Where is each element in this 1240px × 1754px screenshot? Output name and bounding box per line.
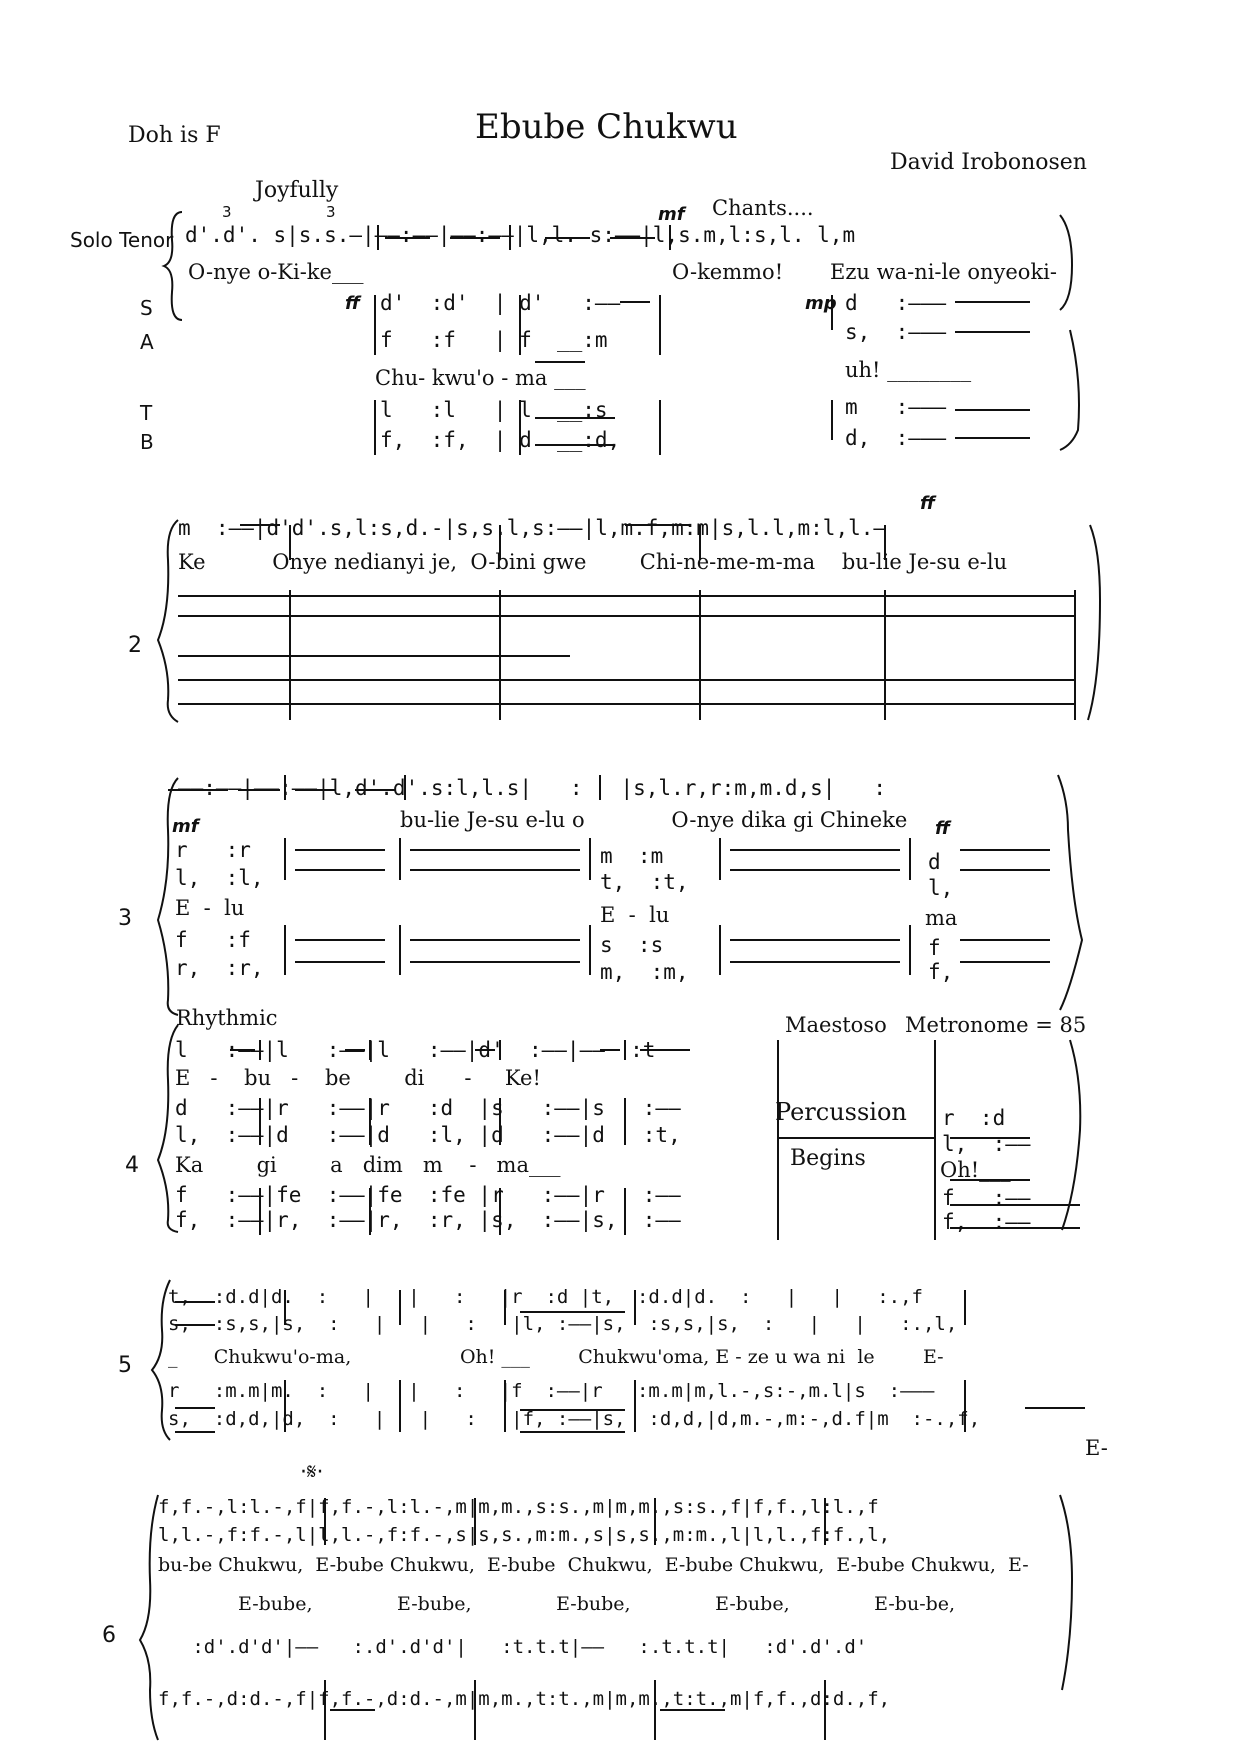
tenor-notes: s :s bbox=[600, 933, 664, 957]
alto-notes: l,l.-,f:f.-,l|l,l.-,f:f.-,s|s,s.,m:m.,s|s,s.,m:m.,l|l,l.,f:f.,l, bbox=[158, 1524, 891, 1546]
bass-notes: f,f.-,d:d.-,f|f,f.-,d:d.-,m|m,m.,t:t.,m|m,m.,t:t.,m|f,f.,d:d.,f, bbox=[158, 1688, 891, 1710]
rhythmic-marking: Rhythmic bbox=[176, 1006, 278, 1030]
bass-notes: s, :d,d,|d, : | | : |f, :——|s, :d,d,|d,m.-,m:-,d.f|m :-.,f, bbox=[168, 1408, 981, 1430]
solo-lyrics: O-nye o-Ki-ke___ bbox=[188, 260, 364, 284]
alto-notes: l, bbox=[928, 876, 954, 900]
tenor-notes: r :m.m|m. : | | : |f :——|r :m.m|m,l.-,s:-,m.l|s :——— bbox=[168, 1380, 935, 1402]
triplet-mark: 3 bbox=[222, 203, 232, 221]
solo-notes: m :——|d'd'.s,l:s,d.-|s,s.l,s:——|l,m.f,m:m|s,l.l,m:l,l.— bbox=[178, 516, 887, 540]
alto-notes: s, :s,s,|s, : | | : |l, :——|s, :s,s,|s, : | | :.,l, bbox=[168, 1313, 958, 1335]
part-label-solo-tenor: Solo Tenor bbox=[70, 228, 174, 252]
choir-lyrics: E - bu - be di - Ke! bbox=[175, 1066, 541, 1090]
tempo-marking: Joyfully bbox=[255, 178, 339, 203]
dynamic-mf: mf bbox=[658, 204, 685, 225]
key-signature: Doh is F bbox=[128, 123, 221, 148]
system-number: 4 bbox=[125, 1153, 139, 1178]
maestoso-marking: Maestoso bbox=[785, 1013, 887, 1037]
tenor-notes: f bbox=[928, 936, 941, 960]
percussion-label: Percussion bbox=[775, 1098, 907, 1126]
bass-notes: d, :——— bbox=[845, 426, 947, 450]
tenor-notes: :d'.d'd'|—— :.d'.d'd'| :t.t.t|—— :.t.t.t| :d'.d'.d' bbox=[158, 1636, 868, 1658]
bass-notes: m, :m, bbox=[600, 960, 689, 984]
solo-notes: ——:——|——:——|l,d'.d'.s:l,l.s| : |s,l.r,r:m,m.d,s| : bbox=[178, 776, 887, 800]
choir-lyrics: E - lu bbox=[600, 903, 670, 927]
tenor-notes: l :l | l __:s bbox=[380, 398, 608, 422]
part-label-alto: A bbox=[140, 330, 154, 354]
soprano-notes: f,f.-,l:l.-,f|f,f.-,l:l.-,m|m,m.,s:s.,m|m,m.,s:s.,f|f,f.,l:l.,f bbox=[158, 1496, 879, 1518]
alto-notes: l, :—— bbox=[942, 1132, 1031, 1156]
chants-marking: Chants.... bbox=[712, 196, 814, 220]
triplet-mark: 3 bbox=[326, 203, 336, 221]
bass-notes: f, :—— bbox=[942, 1210, 1031, 1234]
choir-lyrics: Oh!___ bbox=[940, 1158, 1011, 1182]
dynamic-mf: mf bbox=[172, 816, 199, 837]
bass-notes: f, :f, | d __:d, bbox=[380, 428, 621, 452]
part-label-tenor: T bbox=[140, 401, 153, 425]
solo-lyrics: Ezu wa-ni-le onyeoki- bbox=[830, 260, 1057, 284]
choir-lyrics: uh! ________ bbox=[845, 358, 972, 382]
bass-notes: f, bbox=[928, 960, 954, 984]
soprano-notes: r :r bbox=[175, 838, 251, 862]
soprano-notes: l :——|l :——|l :——|d' :——|—— :t bbox=[175, 1038, 656, 1062]
system-number: 5 bbox=[118, 1353, 132, 1378]
alto-notes: l, :l, bbox=[175, 866, 264, 890]
alto-notes: d :——|r :——|r :d |s :——|s :—— bbox=[175, 1096, 681, 1120]
soprano-notes: d bbox=[928, 850, 941, 874]
choir-lyrics: _ Chukwu'o-ma, Oh! ___ Chukwu'oma, E - ze u wa ni le E- bbox=[168, 1346, 944, 1368]
page-title: Ebube Chukwu bbox=[475, 107, 738, 147]
choir-lyrics: E- bbox=[1085, 1436, 1108, 1460]
part-label-bass: B bbox=[140, 430, 154, 454]
soprano-notes: d :——— bbox=[845, 291, 947, 315]
soprano-notes: m :m bbox=[600, 844, 664, 868]
soprano-notes: t, :d.d|d. : | | : |r :d |t, :d.d|d. : | | :.,f bbox=[168, 1286, 923, 1308]
solo-notes: d'.d'. s|s.s.–|——:——|——:——|l,l. s:——|l,s.m,l:s,l. l,m bbox=[185, 223, 856, 247]
dynamic-ff: ff bbox=[920, 493, 935, 514]
solo-lyrics: O-kemmo! bbox=[672, 260, 784, 284]
soprano-notes: r :d bbox=[942, 1106, 1006, 1130]
alto-notes: t, :t, bbox=[600, 870, 689, 894]
dynamic-mp: mp bbox=[805, 293, 837, 314]
system-number: 2 bbox=[128, 633, 142, 658]
tenor-notes: f :—— bbox=[942, 1186, 1031, 1210]
choir-lyrics: E - lu bbox=[175, 896, 245, 920]
bass-notes: f, :——|r, :——|r, :r, |s, :——|s, :—— bbox=[175, 1208, 681, 1232]
percussion-begins-label: Begins bbox=[790, 1146, 866, 1171]
dynamic-ff: ff bbox=[935, 818, 950, 839]
tenor-notes: m :——— bbox=[845, 395, 947, 419]
part-label-soprano: S bbox=[140, 296, 153, 320]
solo-lyrics: Ke Onye nedianyi je, O-bini gwe Chi-ne-me-m-ma bu-lie Je-su e-lu bbox=[178, 550, 1008, 574]
choir-lyrics: bu-be Chukwu, E-bube Chukwu, E-bube Chukwu, E-bube Chukwu, E-bube Chukwu, E- bbox=[158, 1554, 1029, 1576]
choir-lyrics: Ka gi a dim m - ma___ bbox=[175, 1153, 561, 1177]
choir-lyrics: Chu- kwu'o - ma ___ bbox=[375, 366, 586, 390]
soprano-notes: d' :d' | d' :—— bbox=[380, 291, 621, 315]
bass-notes: r, :r, bbox=[175, 956, 264, 980]
solo-lyrics: bu-lie Je-su e-lu o O-nye dika gi Chineke bbox=[400, 808, 908, 832]
tenor-notes: f :f bbox=[175, 928, 251, 952]
choir-lyrics: E-bube, E-bube, E-bube, E-bube, E-bu-be, bbox=[238, 1593, 956, 1615]
tenor-notes: f :——|fe :——|fe :fe |r :——|r :—— bbox=[175, 1183, 681, 1207]
alto-notes: s, :——— bbox=[845, 320, 947, 344]
composer-name: David Irobonosen bbox=[890, 150, 1087, 175]
dynamic-ff: ff bbox=[345, 293, 360, 314]
metronome-marking: Metronome = 85 bbox=[905, 1013, 1087, 1037]
system-number: 3 bbox=[118, 906, 132, 931]
alto-notes: f :f | f __:m bbox=[380, 328, 608, 352]
choir-lyrics: ma bbox=[925, 906, 958, 930]
alto-notes: l, :——|d :——|d :l, |d :——|d :t, bbox=[175, 1123, 681, 1147]
segno-sign: ·𝄋· bbox=[300, 1460, 324, 1485]
system-number: 6 bbox=[102, 1623, 116, 1648]
